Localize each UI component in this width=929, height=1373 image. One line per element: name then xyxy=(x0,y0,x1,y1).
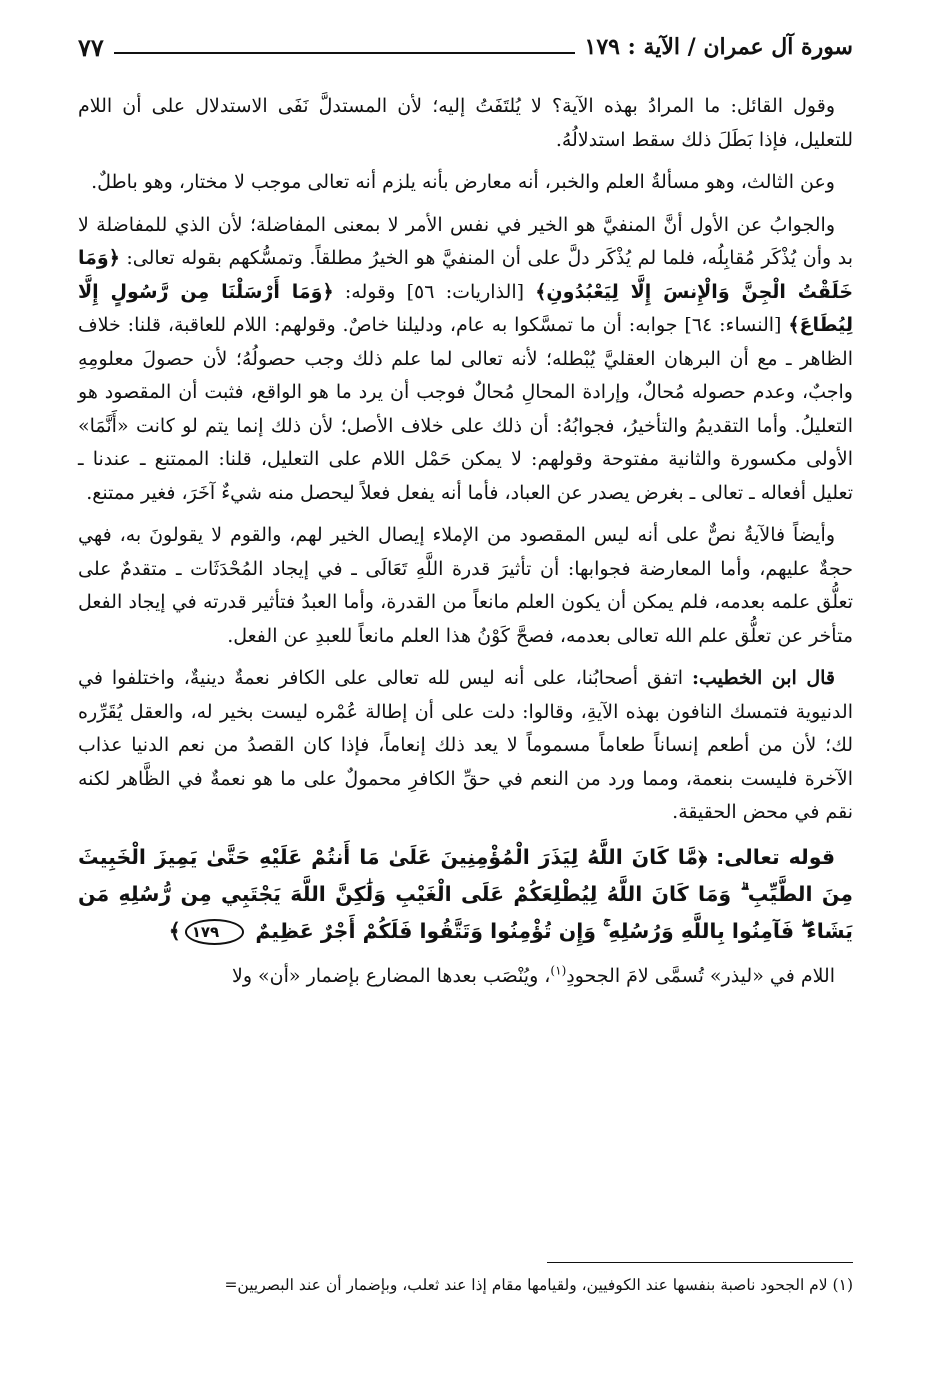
quran-quote: ﴿وَمَا خَلَقْتُ الْجِنَّ وَالْإِنسَ إِلَّا لِيَعْبُدُونِ﴾ xyxy=(78,247,854,303)
paragraph-text: [النساء: ٦٤] جوابه: أن ما تمسَّكوا به عام، ودليلنا خاصٌ. وقولهم: اللام للعاقبة، قلنا: خلاف الظاهر ـ مع أن البرهان العقليَّ يُبْطله؛ لأنه تعالى لما علم ذلك وجب حصولُهُ؛ لأن حصولَ معلومِهِ واجبٌ، وعدم حصوله مُحالٌ، وإرادة المحالِ مُحالٌ فوجب أن يرد ما هو الواقع، فثبت أن المقصود هو التعليلُ. وأما التقديمُ والتأخيرُ، فجوابُهُ: أن ذلك على خلاف الأصل؛ لأن ذلك إنما يتم لو كانت «أَنَّمَا» الأولى مكسورة والثانية مفتوحة وقولهم: لا يمكن حَمْل اللام على التعليل، قلنا: الممتنع ـ عندنا ـ تعليل أفعاله ـ تعالى ـ بغرض يصدر عن العباد، فأما أنه يفعل فعلاً ليحصل منه شيءٌ آخَرَ، فغير ممتنع. xyxy=(78,314,853,504)
ayah-number-marker: ١٧٩ xyxy=(185,919,244,945)
verse-close-bracket: ﴾ xyxy=(168,918,181,943)
paragraph xyxy=(78,90,853,157)
paragraph-text: والجوابُ عن الأول أنَّ المنفيَّ هو الخير في نفس الأمر لا بمعنى المفاضلة؛ لأن الذي للمفاضلة لا بد وأن يُذْكَر مُقابِلُه، فلما لم يُذْكَر دلَّ على أن المنفيَّ هو الخيرُ مطلقاً. وتمسُّكهم بقوله تعالى: xyxy=(78,213,853,269)
paragraph-text: [الذاريات: ٥٦] وقوله: xyxy=(344,280,525,303)
surah-title: سورة آل عمران / الآية : ١٧٩ xyxy=(584,34,853,60)
paragraph-text: ، ويُنْصَب بعدها المضارع بإضمار «أن» ولا xyxy=(232,964,551,987)
paragraph xyxy=(78,662,853,830)
verse-lead: قوله تعالى: xyxy=(716,844,835,869)
verse-text: ﴿مَّا كَانَ اللَّهُ لِيَذَرَ الْمُؤْمِنِينَ عَلَىٰ مَا أَنتُمْ عَلَيْهِ حَتَّىٰ يَمِيزَ الْخَبِيثَ مِنَ الطَّيِّبِ ۗ وَمَا كَانَ اللَّهُ لِيُطْلِعَكُمْ عَلَى الْغَيْبِ وَلَٰكِنَّ اللَّهَ يَجْتَبِي مِن رُّسُلِهِ مَن يَشَاءُ ۖ فَآمِنُوا بِاللَّهِ وَرُسُلِهِ ۚ وَإِن تُؤْمِنُوا وَتَتَّقُوا فَلَكُمْ أَجْرٌ عَظِيمٌ xyxy=(78,844,853,943)
footnote-separator xyxy=(547,1262,853,1263)
running-header xyxy=(78,30,853,64)
paragraph xyxy=(78,519,853,653)
footnote-reference[interactable]: (١) xyxy=(550,963,567,978)
paragraph-text: وعن الثالث، وهو مسألةُ العلم والخبر، أنه معارض بأنه يلزم أنه تعالى موجب لا مختار، وهو باطلٌ. xyxy=(91,171,835,193)
page-number: ٧٧ xyxy=(78,32,104,62)
paragraph-text: اللام في «ليذر» تُسمَّى لامَ الجحودِ xyxy=(566,964,835,987)
paragraph xyxy=(78,960,853,994)
footnote: (١) لام الجحود ناصبة بنفسها عند الكوفيين، ولقيامها مقام إذا عند ثعلب، وبإضمار أن عند البصريين= xyxy=(224,1276,853,1294)
paragraph-text: وقول القائل: ما المرادُ بهذه الآية؟ لا يُلتَفَتُ إليه؛ لأن المستدلَّ نَفَى الاستدلال على أن اللام للتعليل، فإذا بَطَلَ ذلك سقط استدلالُهُ. xyxy=(78,95,853,151)
quran-quote: ﴿وَمَا أَرْسَلْنَا مِن رَّسُولٍ إِلَّا لِيُطَاعَ﴾ xyxy=(78,280,854,336)
paragraph xyxy=(78,209,853,511)
speaker-label: قال ابن الخطيب: xyxy=(691,667,835,689)
paragraph-text: وأيضاً فالآيةُ نصٌّ على أنه ليس المقصود من الإملاء إيصال الخير لهم، والقوم لا يقولونَ به، فهي حجةٌ عليهم، وأما المعارضة فجوابها: أن تأثيرَ قدرة اللَّهِ تَعَالَى ـ في إيجاد المُحْدَثَات ـ متقدمٌ على تعلُّق علمه بعدمه، فلم يمكن أن يكون العلم مانعاً من القدرة، وأما العبدُ فتأثير قدرته في إيجاد الفعل متأخر عن تعلُّق علم الله تعالى بعدمه، فصحَّ كَوْنُ هذا العلم مانعاً للعبدِ عن الفعل. xyxy=(78,524,853,647)
paragraph xyxy=(78,166,853,200)
main-text xyxy=(78,90,853,1002)
header-rule xyxy=(114,52,575,54)
verse-block xyxy=(78,839,853,950)
paragraph-text: اتفق أصحابُنا، على أنه ليس لله تعالى على الكافر نعمةٌ دينيةٌ، واختلفوا في الدنيوية فتمسك النافون بهذه الآيةِ، وقالوا: دلت على أن إطالة عُمْره ليست بخير له، والعقل يُقَرِّره لك؛ لأن من أطعم إنساناً طعاماً مسموماً لا يعد ذلك إنعاماً، فإذا كان القصدُ من نعم الدنيا عذاب الآخرة فليست بنعمة، ومما ورد من النعم في حقِّ الكافرِ محمولٌ على ما هو نعمةٌ في الظَّاهر لكنه نقم في محض الحقيقة. xyxy=(78,667,853,823)
